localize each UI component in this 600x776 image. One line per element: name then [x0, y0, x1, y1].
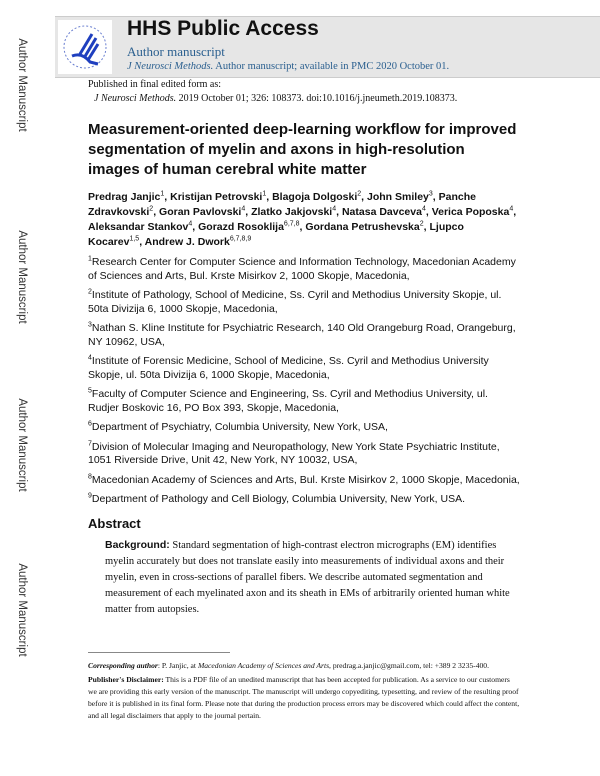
- abstract-background: [105, 537, 520, 618]
- affiliation-text: Division of Molecular Imaging and Neuropathology, New York State Psychiatric Institute, 1051 Riverside Drive, Unit 42, New York, NY 10032, USA,: [88, 440, 500, 466]
- author-affiliation-number: 2: [149, 205, 154, 213]
- author-name: Zlatko Jakjovski: [251, 206, 333, 218]
- journal-name: J Neurosci Methods.: [127, 61, 214, 72]
- author-affiliation-number: 1: [160, 190, 165, 198]
- header-title: HHS Public Access: [127, 17, 319, 40]
- affiliation-text: Research Center for Computer Science and Information Technology, Macedonian Academy of Sciences and Arts, Bul. Krste Misirkov 2, 1000 Skopje, Macedonia,: [88, 256, 516, 282]
- author-name: Gordana Petrushevska: [305, 221, 420, 233]
- footnotes: [88, 660, 520, 722]
- corr-contact: , predrag.a.janjic@gmail.com, tel: +389 2 3235-400.: [329, 660, 489, 670]
- affiliation-text: Department of Psychiatry, Columbia University, New York, USA,: [91, 421, 388, 433]
- author-name: Goran Pavlovski: [159, 206, 242, 218]
- affiliation: [88, 421, 520, 435]
- affiliation-text: Institute of Pathology, School of Medicine, Ss. Cyril and Methodius University Skopje, ul. 50ta Divizija 6, 1000 Skopje, Macedonia,: [88, 289, 502, 315]
- footnote-divider: [88, 652, 230, 653]
- affiliation-list: [88, 256, 520, 507]
- author-name: Verica Poposka: [431, 206, 510, 218]
- author-name: Gorazd Rosoklija: [198, 221, 284, 233]
- author-name: Blagoja Dolgoski: [272, 191, 358, 203]
- affiliation-text: Faculty of Computer Science and Engineering, Ss. Cyril and Methodius University, ul. Rudjer Boskovic 16, PO Box 393, Skopje, Macedonia,: [88, 388, 488, 414]
- affiliation-number: 5: [88, 387, 92, 395]
- author-affiliation-number: 4: [241, 205, 246, 213]
- author-affiliation-number: 3: [428, 190, 433, 198]
- author-list: Predrag Janjic$^1$, Kristijan Petrovski$^1$, Blagoja Dolgoski$^2$, John Smiley$^3$, Panche Zdravkovski$^2$, Goran Pavlovski$^4$, Zlatko Jakjovski$^4$, Natasa Davceva$^4$, Verica Poposka$^4$, Aleksandar Stankov$^4$, Gorazd Rosoklija$^{6,7,8}$, Gordana Petrushevska$^2$, Ljupco Kocarev$^{1,5}$, Andrew J. Dwork$^{6,7,8,9}$: [88, 190, 517, 248]
- author-name: Predrag Janjic: [88, 191, 161, 203]
- affiliation: [88, 355, 520, 382]
- author-name: Kristijan Petrovski: [170, 191, 263, 203]
- affiliation: [88, 441, 520, 468]
- sidebar-label: [12, 555, 32, 665]
- sidebar-label: [12, 30, 32, 140]
- affiliation-number: 1: [88, 255, 92, 263]
- corr-text: : P. Janjic, at: [157, 660, 198, 670]
- sidebar-label-text: Author Manuscript: [16, 38, 28, 132]
- author-name: Aleksandar Stankov: [88, 221, 189, 233]
- article-body: [88, 0, 520, 736]
- sidebar-label: [12, 390, 32, 500]
- affiliation: [88, 322, 520, 349]
- affiliation-number: 6: [88, 420, 92, 428]
- abstract-heading: Abstract: [88, 515, 141, 531]
- sidebar-label-text: Author Manuscript: [16, 230, 28, 324]
- corr-institution: Macedonian Academy of Sciences and Arts: [197, 660, 330, 670]
- author-affiliation-number: 4: [188, 220, 193, 228]
- affiliation: [88, 388, 520, 415]
- author-name: Panche Zdravkovski: [88, 191, 476, 218]
- affiliation-text: Department of Pathology and Cell Biology, Columbia University, New York, USA.: [91, 493, 466, 505]
- author-name: John Smiley: [367, 191, 429, 203]
- affiliation-number: 2: [88, 288, 92, 296]
- background-text: Standard segmentation of high-contrast electron micrographs (EM) identifies myelin accurately but does not translate easily into measurements of individual axons and their myelin, even in cross-sections of parallel fibers. We describe automated segmentation and measurement of each myelinated axon and its sheath in EMs of arbitrarily oriented human white matter from autopsies.: [105, 539, 510, 615]
- author-name: Ljupco Kocarev: [88, 221, 464, 248]
- author-name: Andrew J. Dwork: [144, 236, 230, 248]
- corr-label: Corresponding author: [88, 660, 158, 670]
- affiliation-number: 8: [88, 473, 92, 480]
- affiliation-number: 3: [88, 321, 92, 329]
- author-affiliation-number: 4: [421, 205, 426, 213]
- sidebar-label: [12, 222, 32, 332]
- author-affiliation-number: 2: [419, 220, 424, 228]
- sidebar-label-text: Author Manuscript: [16, 563, 28, 657]
- author-affiliation-number: 6,7,8,9: [229, 235, 252, 243]
- header-subtitle: Author manuscript: [127, 44, 225, 59]
- author-affiliation-number: 4: [332, 205, 337, 213]
- affiliation: [88, 493, 520, 507]
- publisher-disclaimer: [88, 674, 520, 722]
- article-title: Measurement-oriented deep-learning workflow for improved segmentation of myelin and axons in high-resolution images of human cerebral white matter: [88, 121, 517, 178]
- author-name: Natasa Davceva: [341, 206, 422, 218]
- author-affiliation-number: 1: [262, 190, 267, 198]
- published-citation[interactable]: 2019 October 01; 326: 108373. doi:10.1016/j.jneumeth.2019.108373.: [178, 93, 458, 104]
- affiliation-text: Institute of Forensic Medicine, School of Medicine, Ss. Cyril and Methodius University Skopje, ul. 50ta Divizija 6, 1000 Skopje, Macedonia,: [88, 355, 489, 381]
- affiliation-number: 4: [88, 354, 92, 362]
- availability-text: Author manuscript; available in PMC 2020 October 01.: [215, 61, 450, 72]
- disclaimer-label: Publisher's Disclaimer:: [88, 674, 164, 684]
- affiliation-text: Macedonian Academy of Sciences and Arts, Bul. Krste Misirkov 2, 1000 Skopje, Macedonia,: [91, 473, 520, 486]
- disclaimer-text: This is a PDF file of an unedited manuscript that has been accepted for publication. As a service to our customers we are providing this early version of the manuscript. The manuscript will undergo copyediting, typesetting, and review of the resulting proof before it is published in its final form. Please note that during the production process errors may be discovered which could affect the content, and all legal disclaimers that apply to the journal pertain.: [88, 674, 520, 720]
- affiliation-text: Nathan S. Kline Institute for Psychiatric Research, 140 Old Orangeburg Road, Orangeburg, NY 10962, USA,: [88, 322, 516, 348]
- corresponding-author: [88, 660, 520, 672]
- sidebar-label-text: Author Manuscript: [16, 398, 28, 492]
- affiliation: [88, 256, 520, 283]
- author-affiliation-number: 4: [509, 205, 514, 213]
- author-affiliation-number: 6,7,8: [283, 220, 300, 228]
- author-affiliation-number: 1,5: [129, 235, 140, 243]
- author-affiliation-number: 2: [357, 190, 362, 198]
- affiliation-number: 9: [88, 492, 92, 500]
- affiliation-number: 7: [88, 440, 92, 447]
- affiliation: [88, 289, 520, 316]
- background-label: Background:: [105, 538, 170, 551]
- affiliation: [88, 474, 520, 488]
- published-info: [88, 78, 520, 106]
- published-journal: J Neurosci Methods.: [94, 93, 177, 104]
- published-label: Published in final edited form as:: [88, 79, 222, 90]
